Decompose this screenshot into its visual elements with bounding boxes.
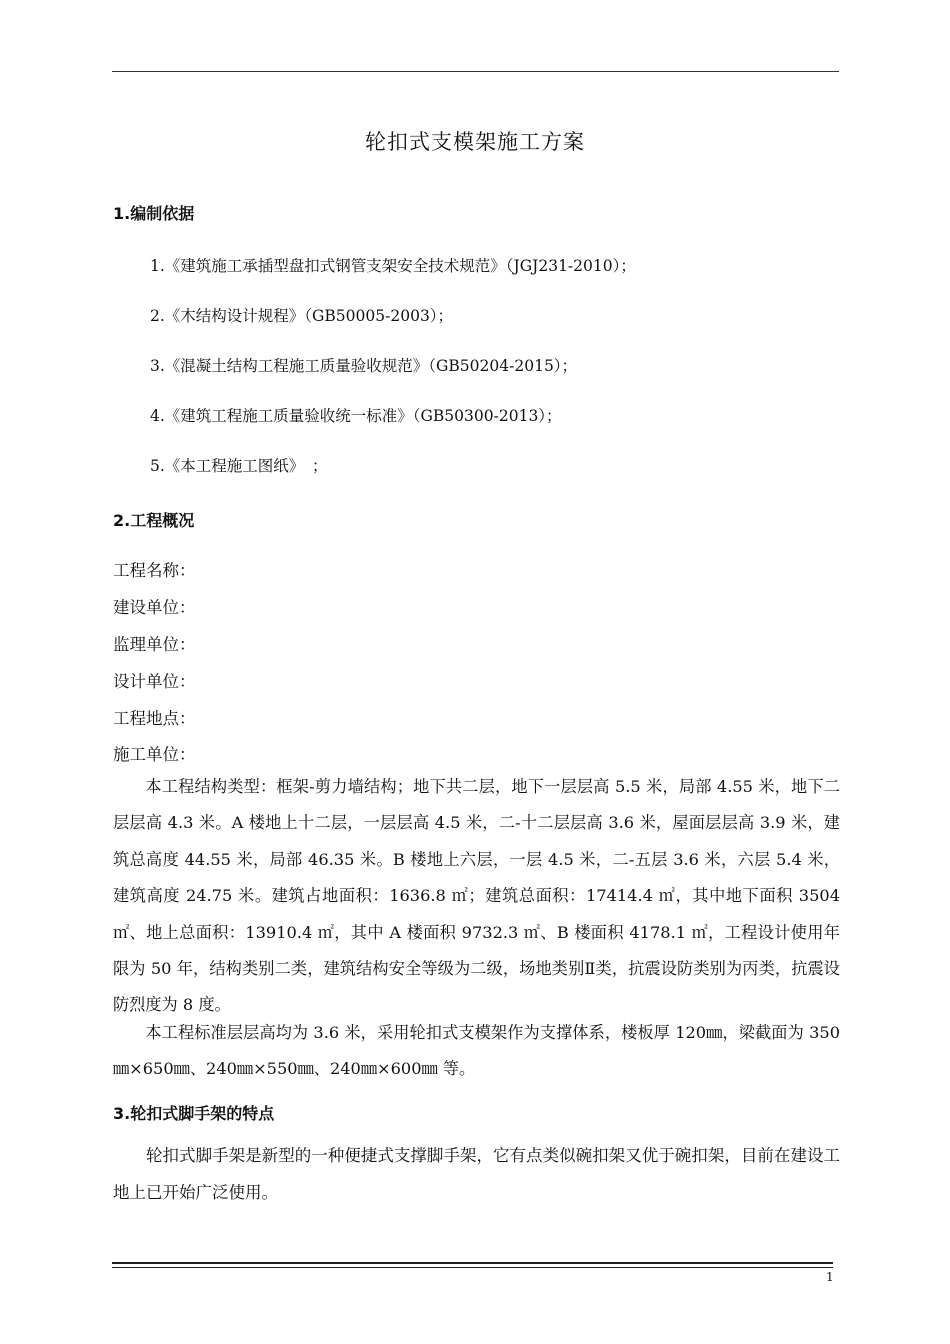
section-1-heading: 1.编制依据 bbox=[113, 204, 195, 223]
construction-unit-field: 施工单位： bbox=[113, 745, 196, 764]
project-overview-paragraph: 本工程结构类型：框架-剪力墙结构；地下共二层，地下一层层高 5.5 米，局部 4.55 米，地下二层层高 4.3 米。A 楼地上十二层，一层层高 4.5 米，二-十二层层高 3.6 米，屋面层层高 3.9 米，建筑总高度 44.55 米，局部 46.35 米。B 楼地上六层，一层 4.5 米，二-五层 3.6 米，六层 5.4 米，建筑高度 24.75 米。建筑占地面积：1636.8 ㎡；建筑总面积：17414.4 ㎡，其中地下面积 3504 ㎡、地上总面积：13910.4 ㎡，其中 A 楼面积 9732.3 ㎡、B 楼面积 4178.1 ㎡，工程设计使用年限为 50 年，结构类别二类，建筑结构安全等级为二级，场地类别Ⅱ类，抗震设防类别为丙类，抗震设防烈度为 8 度。 bbox=[113, 777, 840, 1015]
page-number: 1 bbox=[826, 1270, 834, 1284]
project-name-field: 工程名称： bbox=[113, 561, 196, 580]
project-location-field: 工程地点： bbox=[113, 709, 196, 728]
structure-paragraph: 本工程标准层层高均为 3.6 米，采用轮扣式支模架作为支撑体系，楼板厚 120㎜，梁截面为 350㎜×650㎜、240㎜×550㎜、240㎜×600㎜ 等。 bbox=[113, 1023, 840, 1079]
reference-item: 4.《建筑工程施工质量验收统一标准》（GB50300-2013）； bbox=[150, 407, 562, 425]
footer-rule bbox=[112, 1262, 833, 1268]
reference-item: 1.《建筑施工承插型盘扣式钢管支架安全技术规范》（JGJ231-2010）； bbox=[150, 257, 636, 275]
section-2-heading: 2.工程概况 bbox=[113, 511, 195, 530]
design-unit-field: 设计单位： bbox=[113, 672, 196, 691]
reference-item: 2.《木结构设计规程》（GB50005-2003）； bbox=[150, 307, 454, 325]
header-rule bbox=[112, 71, 839, 72]
section-3-heading: 3.轮扣式脚手架的特点 bbox=[113, 1104, 275, 1123]
owner-unit-field: 建设单位： bbox=[113, 598, 196, 617]
reference-item: 3.《混凝土结构工程施工质量验收规范》（GB50204-2015）； bbox=[150, 357, 578, 375]
scaffold-features-paragraph: 轮扣式脚手架是新型的一种便捷式支撑脚手架，它有点类似碗扣架又优于碗扣架，目前在建设工地上已开始广泛使用。 bbox=[113, 1146, 840, 1202]
supervision-unit-field: 监理单位： bbox=[113, 635, 196, 654]
document-title: 轮扣式支模架施工方案 bbox=[365, 130, 585, 154]
reference-item: 5.《本工程施工图纸》 ； bbox=[150, 457, 328, 475]
